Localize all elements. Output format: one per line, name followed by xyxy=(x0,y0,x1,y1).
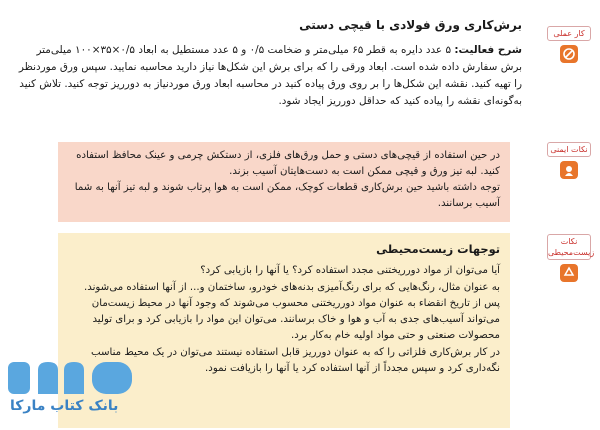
practical-section xyxy=(12,18,522,110)
safety-tag xyxy=(546,142,592,179)
safety-paragraph-2: توجه داشته باشید حین برش‌کاری قطعات کوچک، ممکن است به هوا پرتاب شوند و لبه تیز آنها به شما آسیب برسانند. xyxy=(74,182,500,209)
watermark-text: بانک کتاب مارکا xyxy=(10,398,119,414)
safety-box xyxy=(58,142,510,222)
recycle-icon xyxy=(560,264,578,282)
wrench-icon xyxy=(560,45,578,63)
helmet-icon xyxy=(560,161,578,179)
safety-tag-label: نکات ایمنی xyxy=(547,142,591,157)
watermark-logo xyxy=(4,356,142,426)
safety-paragraph-1: در حین استفاده از قیچی‌های دستی و حمل ورق‌های فلزی، از دستکش چرمی و عینک محافظ استفاده کنید. لبه تیز ورق و قیچی ممکن است به دست‌هایتان آسیب بزند. xyxy=(76,150,500,177)
environment-paragraph-1: به عنوان مثال، رنگ‌هایی که برای رنگ‌آمیزی بدنه‌های خودرو، ساختمان و... از آنها استفاده می‌شوند. پس از تاریخ انقضاء به عنوان مواد دورریختنی محسوب می‌شوند که وجود آنها در محیط زیست‌مان می‌تواند آسیب‌های جدی به آب و هوا و خاک برسانند. می‌توان این مواد را بازیابی کرد و برای تولید محصولات صنعتی و حتی مواد اولیه خام به‌کار برد. xyxy=(84,281,500,342)
activity-text: ۵ عدد دایره به قطر ۶۵ میلی‌متر و ضخامت ۰/۵ و ۵ عدد مستطیل به ابعاد ۰/۵×۳۵×۱۰۰ میلی‌متر برش سفارش داده شده است. ابعاد ورقی را که برای برش این شکل‌ها نیاز دارید محاسبه نمایید. سپس ورق موردنظر را تهیه کنید. نقشه این شکل‌ها را بر روی ورق پیاده کنید در محاسبه ابعاد ورق موردنیاز به دورریز توجه کنید. تلاش کنید به‌گونه‌ای نقشه را پیاده کنید که حداقل دورریز ایجاد شود. xyxy=(18,44,522,107)
environment-paragraph-2: در کار برش‌کاری فلزاتی را که به عنوان دورریز قابل استفاده نیستند می‌توان در یک محیط مناسب نگه‌داری کرد و سپس مجدداً از آنها استفاده کرد یا آنها را بازیافت نمود. xyxy=(90,346,500,375)
environment-title: توجهات زیست‌محیطی xyxy=(376,242,500,256)
activity-paragraph xyxy=(12,42,522,110)
practical-tag xyxy=(546,26,592,63)
section-title: برش‌کاری ورق فولادی با قیچی دستی xyxy=(299,18,522,32)
activity-lead: شرح فعالیت: xyxy=(454,44,522,56)
environment-tag xyxy=(546,234,595,282)
environment-tag-label: نکات زیست‌محیطی xyxy=(547,234,591,260)
practical-tag-label: کار عملی xyxy=(547,26,591,41)
environment-question: آیا می‌توان از مواد دورریختنی مجدد استفاده کرد؟ یا آنها را بازیابی کرد؟ xyxy=(200,265,500,277)
